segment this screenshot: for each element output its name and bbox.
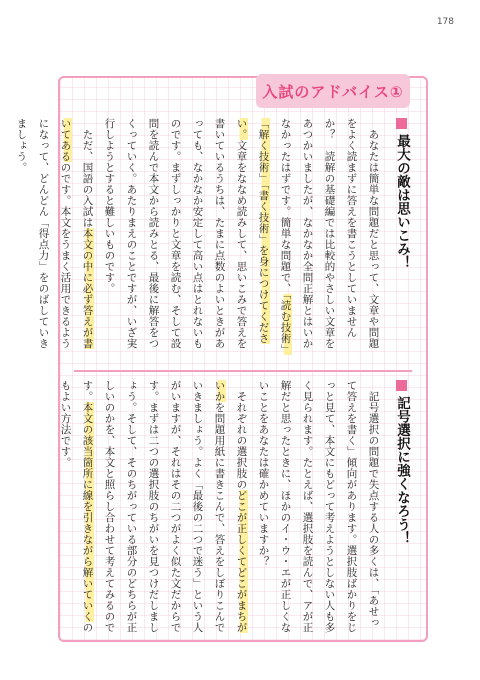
highlighted-text: 「読む技術」「解く技術」「書く技術」を身につけてください。 — [235, 118, 292, 355]
text-run: を問題用紙に書きこんで、答えをしぼりこんでいきましょう。よく「最後の二つで迷う」という人がいますが、それはその二つがよく似た文だからです。まずは二つの選択肢のちがいを見つけだしましょう。そして、そのちがっている部分のどちらが正しいのかを、本文と照らし合わせて考えてみるのです。 — [81, 380, 226, 633]
advice-panel — [15, 76, 428, 642]
section-2-heading-text: 記号選択に強くなろう！ — [394, 396, 410, 545]
highlighted-text: どこが正しくてどこがまちがいか — [213, 380, 248, 633]
text-run: ただ、国語の入試は — [81, 129, 94, 228]
text-run — [368, 380, 380, 391]
text-run — [236, 380, 248, 391]
text-run: あなたは簡単な問題だと思って、文章や問題をよく読まずに答えを書こうとしていませんか？ 読解の基礎編では比較的やさしい文章をあつかいましたが、なかなか全問正解とはいかなかったはずです。簡単な問題で、 — [279, 118, 380, 349]
section-2-heading — [395, 380, 409, 634]
section-1 — [15, 118, 410, 358]
text-run: のもよい方法です。 — [59, 380, 94, 633]
text-run: それぞれの選択肢の — [235, 391, 248, 490]
section-divider — [74, 370, 412, 372]
highlighted-text: 本文の中に必ず答えが書いてある — [59, 118, 94, 349]
heading-marker-icon — [396, 118, 407, 129]
heading-marker-icon — [396, 380, 407, 391]
panel-title: 入試のアドバイス① — [262, 82, 404, 101]
text-run — [82, 118, 94, 129]
text-run — [368, 118, 380, 129]
section-1-heading — [395, 118, 409, 358]
highlighted-text: 本文の該当箇所に線を引きながら解いていく — [81, 402, 94, 622]
section-1-heading-text: 最大の敵は思いこみ！ — [394, 134, 410, 269]
text-run: 文章をななめ読みして、思いこみで答えを書いているうちは、たまに点数のよいときがあっても、なかなか安定して高い点はとれないものです。まずしっかりと文章を読む、そして設問を読んで本文から読みとる、最後に解答をつくっていく。あたりまえのことですが、いざ実行しようとすると難しいものです。 — [103, 118, 248, 349]
page-number: 178 — [436, 17, 454, 27]
text-run: のです。本文をうまく活用できるようになって、どんどん「得点力」をのばしていきましょう。 — [15, 118, 72, 349]
section-2-body — [55, 380, 385, 634]
text-run: 記号選択の問題で失点する人の多くは、「あせって答えを書く」傾向があります。選択肢ばかりをじっと見て、本文にもどって考えようとしない人も多く見られます。たとえば、選択肢を読んで、アが正解だと思ったときに、ほかのイ・ウ・エが正しくないことをあなたは確かめていますか？ — [257, 380, 380, 633]
section-1-body — [11, 118, 385, 358]
section-2 — [59, 380, 410, 634]
title-tab — [256, 74, 410, 108]
